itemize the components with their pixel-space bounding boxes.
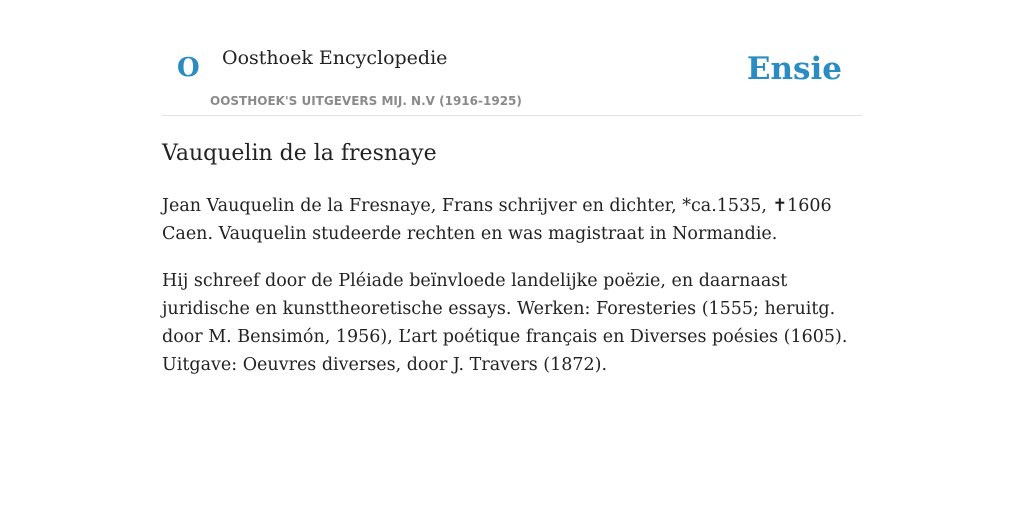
entry-title: Vauquelin de la fresnaye [162, 141, 437, 166]
page [162, 0, 862, 375]
publication-subtitle: OOSTHOEK'S UITGEVERS MIJ. N.V (1916-1925) [210, 94, 522, 108]
ensie-logo-link[interactable]: Ensie [746, 51, 842, 87]
publication-logo-icon[interactable]: O [177, 53, 200, 83]
entry-paragraph-2: Hij schreef door de Pléiade beïnvloede landelijke poëzie, en daarnaast juridische en kunsttheoretische essays. Werken: Foresteries (1555; heruitg. door M. Bensimón, 1956), L’art poétique français en Diverses poésies (1605). Uitgave: Oeuvres diverses, door J. Travers (1872). [162, 271, 848, 375]
publication-header [162, 0, 862, 116]
entry-paragraph-1: Jean Vauquelin de la Fresnaye, Frans schrijver en dichter, *ca.1535, ✝1606 Caen. Vauquelin studeerde rechten en was magistraat in Normandie. [162, 196, 832, 244]
publication-title[interactable]: Oosthoek Encyclopedie [222, 47, 448, 69]
